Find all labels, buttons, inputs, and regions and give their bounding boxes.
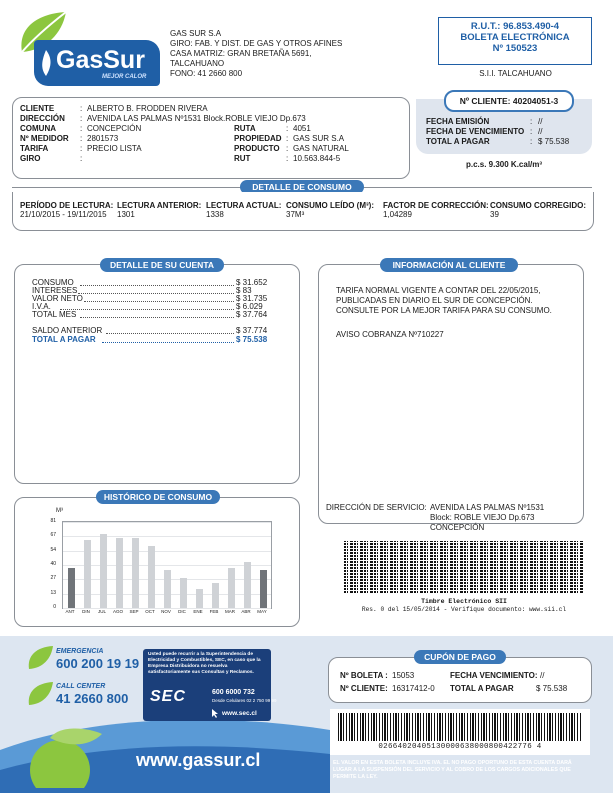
- chart-y-tick: 0: [53, 604, 56, 610]
- chart-x-tick: ABR: [241, 609, 251, 614]
- info-title: INFORMACIÓN AL CLIENTE: [380, 258, 518, 272]
- emision-value: //: [538, 117, 543, 126]
- chart-y-tick: 27: [50, 575, 56, 582]
- chart-title: HISTÓRICO DE CONSUMO: [96, 490, 220, 504]
- chart-x-tick: MAR: [225, 609, 235, 614]
- timbre-title: Timbre Electrónico SII: [421, 598, 507, 605]
- client-number-label: Nº CLIENTE:: [459, 96, 511, 106]
- chart-x-tick: ANT: [65, 609, 75, 614]
- sec-web[interactable]: www.sec.cl: [222, 710, 257, 717]
- chart-x-axis: [62, 609, 270, 617]
- emision-label: FECHA EMISIÓN: [426, 117, 490, 126]
- chart-x-tick: MAY: [257, 609, 267, 614]
- chart-x-tick: ENE: [193, 609, 203, 614]
- footer-notice: EL VALOR EN ESTA BOLETA INCLUYE IVA. EL NO PAGO OPORTUNO DE ESTA CUENTA DARÁ LUGAR A LA SUSPENSIÓN DEL SERVICIO Y AL COBRO DE LOS CARGOS ADICIONALES QUE PERMITE LA LEY.: [333, 760, 572, 780]
- chart-bars: [63, 522, 271, 608]
- service-address-2: Block: ROBLE VIEJO Dp.673: [430, 513, 535, 522]
- chart-gridline: [63, 522, 271, 523]
- leaf-icon: [26, 644, 56, 672]
- cliente-value: ALBERTO B. FRODDEN RIVERA: [87, 104, 208, 113]
- chart-y-tick: 40: [50, 561, 56, 567]
- service-address-label: DIRECCIÓN DE SERVICIO:: [326, 503, 427, 512]
- cupon-venc-label: FECHA VENCIMIENTO:: [450, 671, 538, 680]
- chart-gridline: [63, 536, 271, 537]
- consumo-header-corregido: CONSUMO CORREGIDO:: [490, 201, 586, 210]
- consumo-header-factor: FACTOR DE CORRECCIÓN:: [383, 201, 489, 210]
- company-info: [170, 29, 342, 79]
- propiedad-label: PROPIEDAD: [234, 134, 282, 143]
- cuenta-consumo-value: $ 31.652: [236, 278, 268, 287]
- consumo-title: DETALLE DE CONSUMO: [240, 180, 364, 194]
- chart-x-tick: OCT: [145, 609, 155, 614]
- info-line-2: PUBLICADAS EN DIARIO EL SUR DE CONCEPCIÓN.: [336, 296, 533, 305]
- sii-rut: R.U.T.: 96.853.490-4: [470, 21, 560, 32]
- chart-bar: [100, 534, 107, 608]
- cuenta-intereses-value: $ 83: [236, 286, 252, 295]
- chart-bar: [196, 589, 203, 608]
- cupon-venc-value: //: [540, 671, 545, 680]
- propiedad-value: GAS SUR S.A: [293, 134, 345, 143]
- chart-bar: [228, 568, 235, 608]
- chart-bar: [148, 546, 155, 608]
- cuenta-iva-value: $ 6.029: [236, 302, 263, 311]
- comuna-value: CONCEPCIÓN: [87, 124, 142, 133]
- medidor-label: Nº MEDIDOR: [20, 134, 69, 143]
- chart-y-tick: 54: [50, 546, 56, 553]
- cuenta-total-mes-label: TOTAL MES: [32, 310, 77, 319]
- company-giro: GIRO: FAB. Y DIST. DE GAS Y OTROS AFINES: [170, 39, 343, 48]
- cliente-label: CLIENTE: [20, 104, 55, 113]
- chart-bar: [212, 583, 219, 608]
- cuenta-iva-label: I.V.A.: [32, 302, 51, 311]
- vencimiento-label: FECHA DE VENCIMIENTO: [426, 127, 525, 136]
- total-value: $ 75.538: [538, 137, 570, 146]
- consumo-header-periodo: PERÍODO DE LECTURA:: [20, 201, 114, 210]
- sii-box: [438, 17, 592, 65]
- chart-x-tick: NOV: [161, 609, 171, 614]
- cupon-cliente-value: 16317412-0: [392, 684, 435, 693]
- cupon-total-label: TOTAL A PAGAR: [450, 684, 514, 693]
- company-name: GAS SUR S.A: [170, 29, 222, 38]
- chart-x-tick: FEB: [209, 609, 219, 614]
- cuenta-neto-value: $ 31.735: [236, 294, 268, 303]
- callcenter-label: CALL CENTER: [56, 683, 106, 690]
- chart-plot: [62, 521, 272, 609]
- chart-bar: [244, 562, 251, 608]
- emergencia-label: EMERGENCIA: [56, 648, 104, 655]
- cupon-boleta-label: Nº BOLETA :: [340, 671, 388, 680]
- ruta-label: RUTA: [234, 124, 256, 133]
- direccion-value: AVENIDA LAS PALMAS Nº1531 Block.ROBLE VIEJO Dp.673: [87, 114, 306, 123]
- cuenta-lines: [32, 278, 278, 354]
- sec-phone-sub: Desde Celulares 02 2 750 99 99: [212, 698, 277, 703]
- sii-number: Nº 150523: [492, 43, 538, 54]
- chart-y-axis: [42, 518, 58, 610]
- info-line-1: TARIFA NORMAL VIGENTE A CONTAR DEL 22/05/2015,: [336, 286, 541, 295]
- chart-bar: [68, 568, 75, 608]
- cupon-total-value: $ 75.538: [536, 684, 568, 693]
- sii-office: S.I.I. TALCAHUANO: [479, 69, 552, 78]
- company-phone: FONO: 41 2660 800: [170, 69, 243, 78]
- chart-bar: [132, 538, 139, 608]
- chart-y-tick: 67: [50, 532, 56, 539]
- globe-leaf-icon: [20, 728, 110, 788]
- service-address-3: CONCEPCIÓN: [430, 523, 485, 532]
- sec-phone[interactable]: 600 6000 732: [212, 689, 255, 696]
- chart-gridline: [63, 551, 271, 552]
- chart-y-tick: 81: [50, 518, 56, 524]
- chart-x-tick: DIC: [178, 609, 186, 614]
- cupon-boleta-value: 15053: [392, 671, 415, 680]
- chart-x-tick: DIN: [82, 609, 90, 614]
- cupon-title: CUPÓN DE PAGO: [414, 650, 506, 664]
- chart-x-tick: JUL: [97, 609, 106, 614]
- chart-gridline: [63, 565, 271, 566]
- client-number-pill: [444, 90, 574, 112]
- consumo-value-leido: 37M³: [286, 210, 305, 219]
- consumo-value-actual: 1338: [206, 210, 224, 219]
- cuenta-title: DETALLE DE SU CUENTA: [100, 258, 224, 272]
- chart-bar: [180, 578, 187, 608]
- chart-bar: [260, 570, 267, 608]
- chart-x-tick: AGO: [112, 609, 123, 614]
- cursor-icon: [210, 708, 220, 718]
- cuenta-total-mes-value: $ 37.764: [236, 310, 268, 319]
- cupon-cliente-label: Nº CLIENTE:: [340, 684, 388, 693]
- total-label: TOTAL A PAGAR: [426, 137, 490, 146]
- chart-bar: [84, 540, 91, 608]
- sec-logo: SEC: [150, 688, 186, 705]
- info-aviso: AVISO COBRANZA Nº710227: [336, 330, 444, 339]
- consumo-value-corregido: 39: [490, 210, 499, 219]
- sec-text: Usted puede recurrir a la Superintendencia de Electricidad y Combustibles, SEC, en caso que la Empresa Distribuidora no resuelva satisfactoriamente sus Consultas y Reclamos.: [148, 652, 261, 675]
- chart-x-tick: SEP: [129, 609, 139, 614]
- medidor-value: 2801573: [87, 134, 119, 143]
- consumo-value-factor: 1,04289: [383, 210, 412, 219]
- sii-doc-type: BOLETA ELECTRÓNICA: [460, 32, 570, 43]
- callcenter-phone[interactable]: 41 2660 800: [56, 691, 129, 706]
- cuenta-saldo-label: SALDO ANTERIOR: [32, 326, 103, 335]
- info-line-3: CONSULTE POR LA MEJOR TARIFA PARA SU CONSUMO.: [336, 306, 552, 315]
- pcs-value: p.c.s. 9.300 K.cal/m³: [466, 160, 543, 169]
- direccion-label: DIRECCIÓN: [20, 114, 65, 123]
- website-link[interactable]: www.gassur.cl: [136, 750, 261, 770]
- customer-box: [12, 97, 410, 179]
- cuenta-total-label: TOTAL A PAGAR: [32, 335, 96, 344]
- flame-icon: [38, 48, 54, 78]
- consumo-value-anterior: 1301: [117, 210, 135, 219]
- producto-label: PRODUCTO: [234, 144, 280, 153]
- chart-bar: [116, 538, 123, 608]
- comuna-label: COMUNA: [20, 124, 56, 133]
- payment-barcode-number: 02664020405130000638000800422776 4: [378, 743, 542, 751]
- rut-value: 10.563.844-5: [293, 154, 341, 163]
- tarifa-label: TARIFA: [20, 144, 49, 153]
- client-number-value: 40204051-3: [512, 96, 559, 106]
- vencimiento-value: //: [538, 127, 543, 136]
- timbre-text: Res. 0 del 15/05/2014 - Verifique documento: www.sii.cl: [361, 606, 567, 613]
- consumo-value-periodo: 21/10/2015 - 19/11/2015: [20, 210, 107, 219]
- chart-ylabel: M³: [56, 508, 63, 514]
- ruta-value: 4051: [293, 124, 311, 133]
- cuenta-consumo-label: CONSUMO: [32, 278, 74, 287]
- leaf-icon: [26, 680, 56, 708]
- logo-brand: GasSur: [56, 46, 145, 74]
- gassur-logo: [14, 8, 164, 90]
- consumo-header-anterior: LECTURA ANTERIOR:: [117, 201, 202, 210]
- logo-tagline: MEJOR CALOR: [102, 74, 147, 80]
- service-address-1: AVENIDA LAS PALMAS Nº1531: [430, 503, 545, 512]
- consumo-header-actual: LECTURA ACTUAL:: [206, 201, 282, 210]
- chart-y-tick: 13: [50, 589, 56, 596]
- timbre-barcode: [344, 541, 584, 593]
- chart-bar: [164, 570, 171, 608]
- emergencia-phone[interactable]: 600 200 19 19: [56, 656, 140, 671]
- producto-value: GAS NATURAL: [293, 144, 349, 153]
- giro-label: GIRO: [20, 154, 41, 163]
- cuenta-total-value: $ 75.538: [236, 335, 268, 344]
- tarifa-value: PRECIO LISTA: [87, 144, 142, 153]
- cuenta-saldo-value: $ 37.774: [236, 326, 268, 335]
- company-city: TALCAHUANO: [170, 59, 225, 68]
- cuenta-neto-label: VALOR NETO: [32, 294, 83, 303]
- payment-barcode: [338, 713, 582, 741]
- rut-label: RUT: [234, 154, 251, 163]
- company-address: CASA MATRIZ: GRAN BRETAÑA 5691,: [170, 49, 312, 58]
- consumo-header-leido: CONSUMO LEÍDO (M³):: [286, 201, 374, 210]
- cuenta-intereses-label: INTERESES: [32, 286, 78, 295]
